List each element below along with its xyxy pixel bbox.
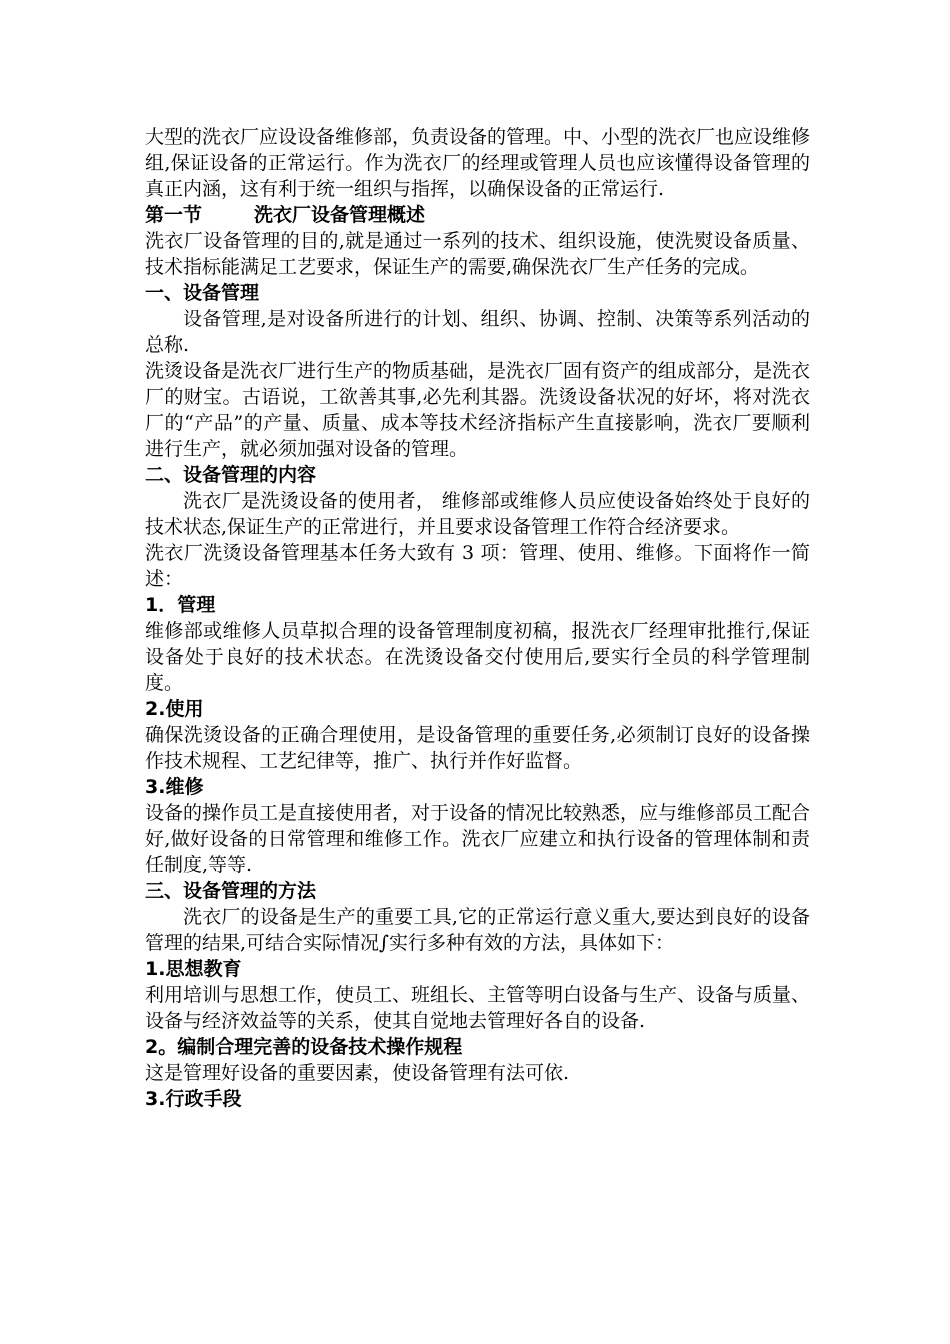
section-title: 洗衣厂设备管理概述 xyxy=(254,204,426,226)
intro-paragraph: 大型的洗衣厂应设设备维修部，负责设备的管理。中、小型的洗衣厂也应设维修组,保证设备的正常运行。作为洗衣厂的经理或管理人员也应该懂得设备管理的真正内涵，这有利于统一组织与指挥，以确保设备的正常运行. xyxy=(145,126,811,200)
part3-paragraph-1: 洗衣厂的设备是生产的重要工具,它的正常运行意义重大,要达到良好的设备管理的结果,可结合实际情况∫实行多种有效的方法，具体如下： xyxy=(145,906,810,954)
part2-paragraph-1: 洗衣厂是洗烫设备的使用者， 维修部或维修人员应使设备始终处于良好的技术状态,保证生产的正常进行，并且要求设备管理工作符合经济要求。 xyxy=(145,490,810,538)
part1-paragraph-1: 设备管理,是对设备所进行的计划、组织、协调、控制、决策等系列活动的总称. xyxy=(145,308,810,356)
part2-item-heading: 1．管理 xyxy=(145,594,216,616)
part3-item-text: 利用培训与思想工作，使员工、班组长、主管等明白设备与生产、设备与质量、设备与经济效益等的关系，使其自觉地去管理好各自的设备. xyxy=(145,984,811,1032)
part3-item-heading: 3.行政手段 xyxy=(145,1088,242,1110)
part3-item-heading: 2。编制合理完善的设备技术操作规程 xyxy=(145,1036,463,1058)
part2-paragraph-2: 洗衣厂洗烫设备管理基本任务大致有 3 项：管理、使用、维修。下面将作一简述： xyxy=(145,542,810,590)
section-intro-paragraph: 洗衣厂设备管理的目的,就是通过一系列的技术、组织设施，使洗熨设备质量、技术指标能满足工艺要求，保证生产的需要,确保洗衣厂生产任务的完成。 xyxy=(145,230,810,278)
part1-paragraph-2: 洗烫设备是洗衣厂进行生产的物质基础，是洗衣厂固有资产的组成部分，是洗衣厂的财宝。古语说，工欲善其事,必先利其器。洗烫设备状况的好坏，将对洗衣厂的“产品”的产量、质量、成本等技术经济指标产生直接影响，洗衣厂要顺利进行生产，就必须加强对设备的管理。 xyxy=(145,360,811,460)
document-body xyxy=(145,124,810,1112)
part3-item-heading: 1.思想教育 xyxy=(145,958,242,980)
section-heading xyxy=(145,202,810,228)
part2-heading: 二、设备管理的内容 xyxy=(145,464,317,486)
part3-item-text: 这是管理好设备的重要因素，使设备管理有法可依. xyxy=(145,1062,570,1084)
part2-item-text: 维修部或维修人员草拟合理的设备管理制度初稿，报洗衣厂经理审批推行,保证设备处于良好的技术状态。在洗烫设备交付使用后,要实行全员的科学管理制度。 xyxy=(145,620,810,694)
part2-item-heading: 2.使用 xyxy=(145,698,204,720)
part1-heading: 一、设备管理 xyxy=(145,282,260,304)
part3-heading: 三、设备管理的方法 xyxy=(145,880,317,902)
section-number: 第一节 xyxy=(145,204,203,226)
part2-item-text: 确保洗烫设备的正确合理使用，是设备管理的重要任务,必须制订良好的设备操作技术规程、工艺纪律等，推广、执行并作好监督。 xyxy=(145,724,810,772)
part2-item-text: 设备的操作员工是直接使用者，对于设备的情况比较熟悉，应与维修部员工配合好,做好设备的日常管理和维修工作。洗衣厂应建立和执行设备的管理体制和责任制度,等等. xyxy=(145,802,811,876)
part2-item-heading: 3.维修 xyxy=(145,776,204,798)
